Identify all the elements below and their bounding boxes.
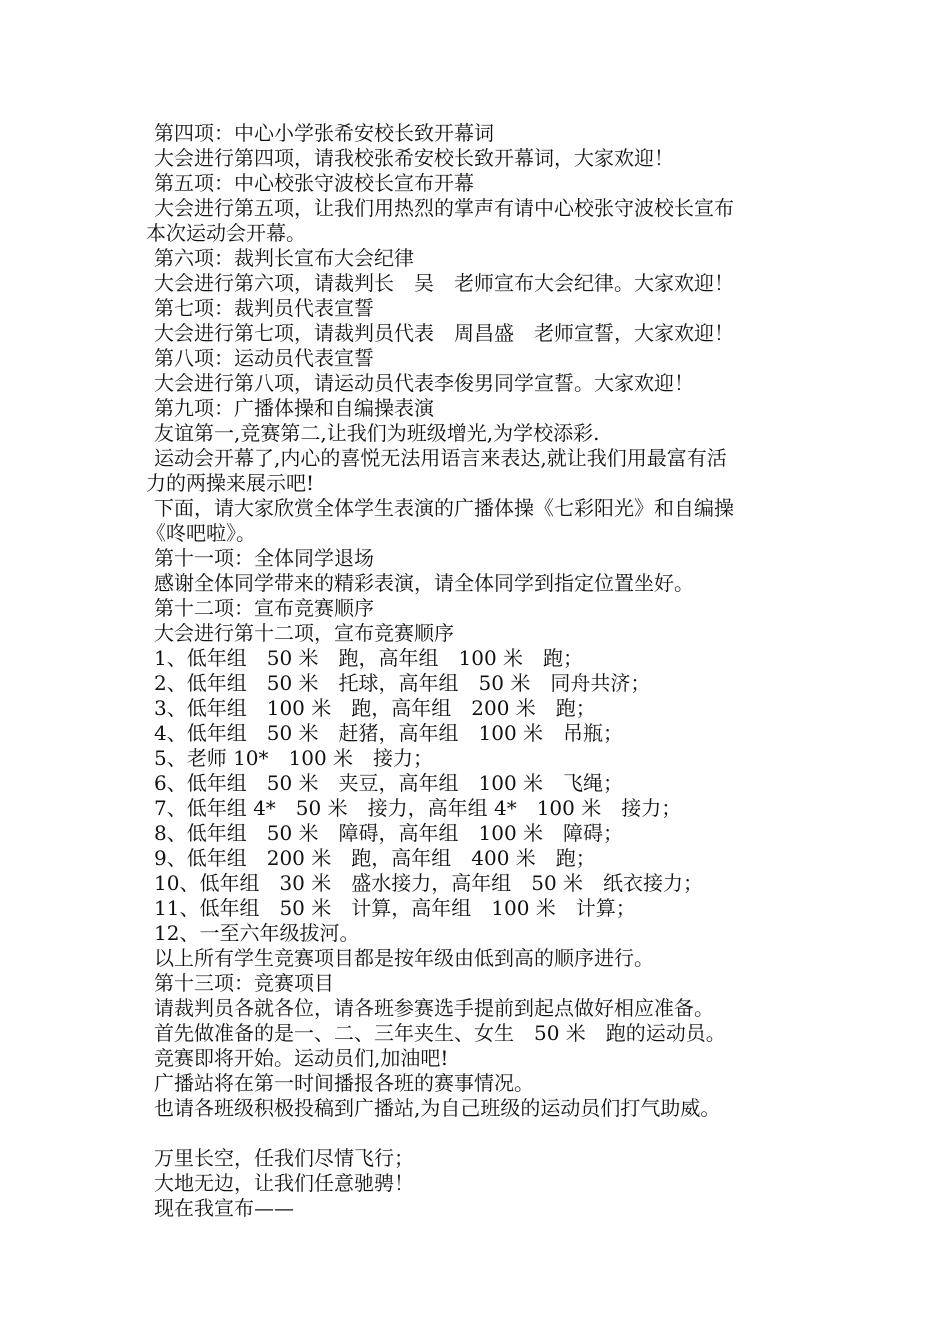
text-line: 11、低年组 50 米 计算，高年组 100 米 计算；	[154, 896, 636, 920]
text-line: 4、低年组 50 米 赶猪，高年组 100 米 吊瓶；	[154, 721, 624, 745]
text-line: 运动会开幕了,内心的喜悦无法用语言来表达,就让我们用最富有活	[154, 446, 727, 470]
text-line: 竞赛即将开始。运动员们,加油吧!	[154, 1046, 449, 1070]
text-line: 本次运动会开幕。	[146, 221, 306, 245]
text-line: 广播站将在第一时间播报各班的赛事情况。	[154, 1071, 534, 1095]
text-line: 1、低年组 50 米 跑，高年组 100 米 跑；	[154, 646, 584, 670]
text-line: 第五项：中心校张守波校长宣布开幕	[154, 171, 474, 195]
text-line: 首先做准备的是一、二、三年夹生、女生 50 米 跑的运动员。	[154, 1021, 726, 1045]
text-line: 大会进行第十二项，宣布竞赛顺序	[154, 621, 454, 645]
text-line: 第十一项：全体同学退场	[154, 546, 374, 570]
text-line: 5、老师 10* 100 米 接力；	[154, 746, 434, 770]
text-line: 下面，请大家欣赏全体学生表演的广播体操《七彩阳光》和自编操	[154, 496, 734, 520]
text-line: 力的两操来展示吧!	[146, 471, 315, 495]
text-line: 万里长空，任我们尽情飞行；	[154, 1146, 414, 1170]
text-line: 感谢全体同学带来的精彩表演，请全体同学到指定位置坐好。	[154, 571, 694, 595]
blank-line	[146, 1121, 816, 1146]
text-line: 大会进行第八项，请运动员代表李俊男同学宣誓。大家欢迎！	[154, 371, 694, 395]
text-line: 大会进行第五项，让我们用热烈的掌声有请中心校张守波校长宣布	[154, 196, 734, 220]
text-line: 10、低年组 30 米 盛水接力，高年组 50 米 纸衣接力；	[154, 871, 704, 895]
text-line: 第十三项：竞赛项目	[154, 971, 334, 995]
text-line: 6、低年组 50 米 夹豆，高年组 100 米 飞绳；	[154, 771, 624, 795]
text-line: 大会进行第七项，请裁判员代表 周昌盛 老师宣誓，大家欢迎！	[154, 321, 734, 345]
text-line: 第十二项：宣布竞赛顺序	[154, 596, 374, 620]
text-line: 大会进行第四项，请我校张希安校长致开幕词，大家欢迎！	[154, 146, 674, 170]
text-line: 第四项：中心小学张希安校长致开幕词	[154, 121, 494, 145]
text-line: 大会进行第六项，请裁判长 吴 老师宣布大会纪律。大家欢迎！	[154, 271, 734, 295]
text-line: 12、一至六年级拔河。	[154, 921, 360, 945]
text-line: 2、低年组 50 米 托球，高年组 50 米 同舟共济；	[154, 671, 651, 695]
document-body	[146, 121, 816, 1221]
text-line: 《咚吧啦》。	[146, 521, 256, 545]
text-line: 请裁判员各就各位，请各班参赛选手提前到起点做好相应准备。	[154, 996, 714, 1020]
text-line: 第七项：裁判员代表宣誓	[154, 296, 374, 320]
text-line: 第九项：广播体操和自编操表演	[154, 396, 434, 420]
text-line: 以上所有学生竞赛项目都是按年级由低到高的顺序进行。	[154, 946, 654, 970]
text-line: 也请各班级积极投稿到广播站,为自己班级的运动员们打气助威。	[154, 1096, 721, 1120]
text-line: 7、低年组 4* 50 米 接力，高年组 4* 100 米 接力；	[154, 796, 682, 820]
text-line: 现在我宣布——	[154, 1196, 294, 1220]
text-line: 8、低年组 50 米 障碍，高年组 100 米 障碍；	[154, 821, 624, 845]
text-line: 第八项：运动员代表宣誓	[154, 346, 374, 370]
text-line: 3、低年组 100 米 跑，高年组 200 米 跑；	[154, 696, 596, 720]
text-line: 9、低年组 200 米 跑，高年组 400 米 跑；	[154, 846, 596, 870]
text-line: 第六项：裁判长宣布大会纪律	[154, 246, 414, 270]
text-line: 大地无边，让我们任意驰骋！	[154, 1171, 414, 1195]
text-line: 友谊第一,竞赛第二,让我们为班级增光,为学校添彩.	[154, 421, 600, 445]
